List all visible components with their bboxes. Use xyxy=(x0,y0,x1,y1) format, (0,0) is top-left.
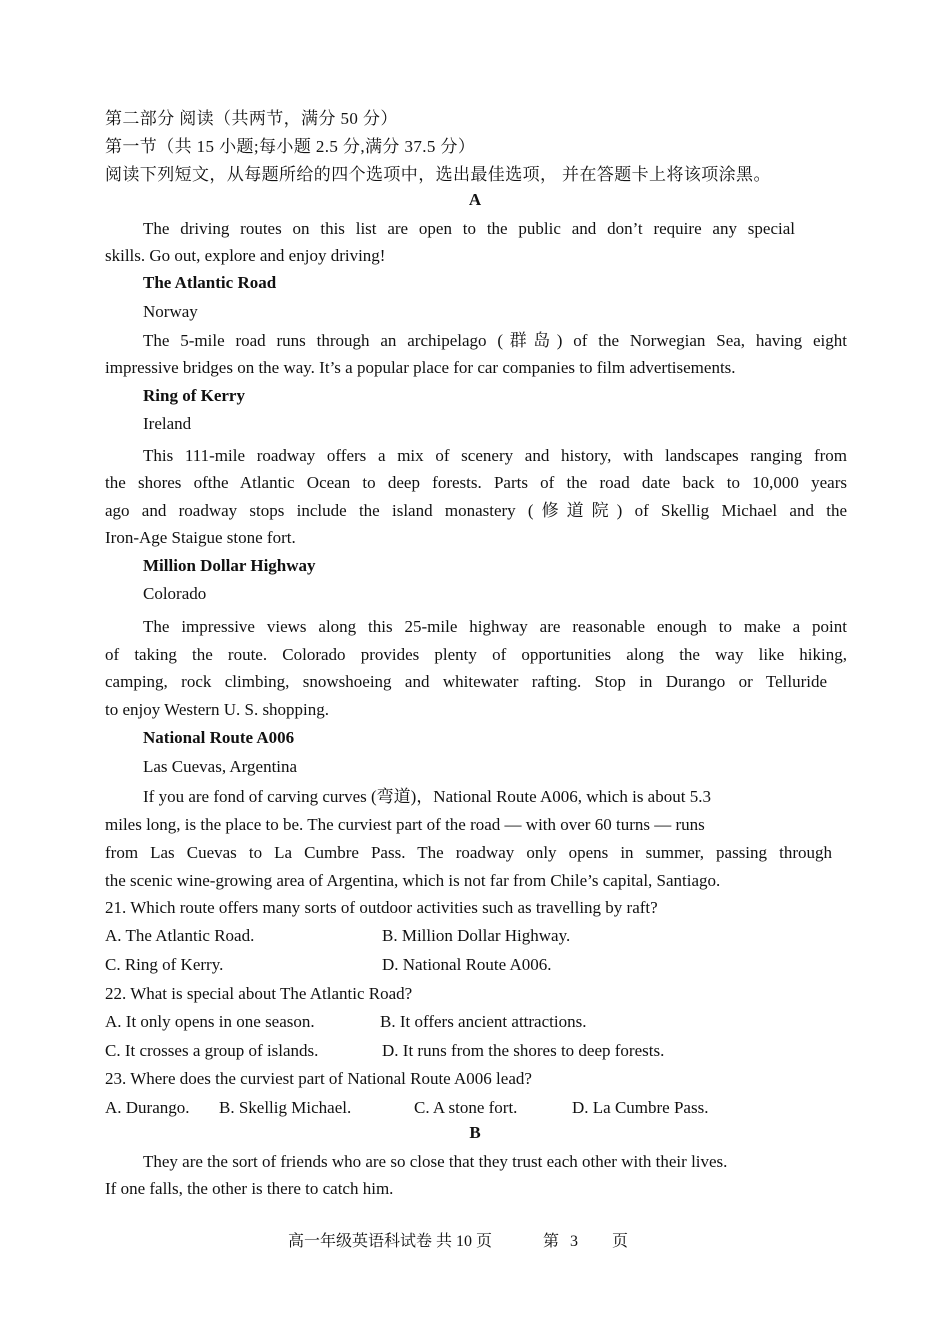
route-title: The Atlantic Road xyxy=(143,273,277,292)
route-paragraph-line: miles long, is the place to be. The curviest part of the road — with over 60 turns — runs xyxy=(105,815,705,834)
route-paragraph-line: the shores ofthe Atlantic Ocean to deep forests. Parts of the road date back to 10,000 years xyxy=(105,473,847,492)
route-title: Ring of Kerry xyxy=(143,386,245,405)
passage-a-letter: A xyxy=(468,190,482,209)
answer-option: B. Skellig Michael. xyxy=(219,1098,352,1117)
route-title: National Route A006 xyxy=(143,728,295,747)
passage-b-line: If one falls, the other is there to catch him. xyxy=(105,1179,394,1198)
answer-option: A. Durango. xyxy=(105,1098,190,1117)
route-paragraph-line: of taking the route. Colorado provides plenty of opportunities along the way like hiking, xyxy=(105,645,847,664)
passage-a-intro-line: The driving routes on this list are open to the public and don’t require any special xyxy=(143,219,795,238)
passage-b-line: They are the sort of friends who are so close that they trust each other with their lives. xyxy=(143,1152,728,1171)
route-paragraph-line: If you are fond of carving curves (弯道)，National Route A006, which is about 5.3 xyxy=(143,787,711,806)
route-paragraph-line: to enjoy Western U. S. shopping. xyxy=(105,700,330,719)
route-paragraph-line: impressive bridges on the way. It’s a popular place for car companies to film advertisements. xyxy=(105,358,736,377)
question-stem: 22. What is special about The Atlantic Road? xyxy=(105,984,413,1003)
question-stem: 21. Which route offers many sorts of outdoor activities such as travelling by raft? xyxy=(105,898,658,917)
route-location: Las Cuevas, Argentina xyxy=(143,757,298,776)
route-paragraph-line: The impressive views along this 25-mile highway are reasonable enough to make a point xyxy=(143,617,847,636)
answer-option: B. Million Dollar Highway. xyxy=(382,926,571,945)
passage-a-intro-line: skills. Go out, explore and enjoy driving! xyxy=(105,246,386,265)
route-paragraph-line: This 111-mile roadway offers a mix of scenery and history, with landscapes ranging from xyxy=(143,446,847,465)
route-location: Norway xyxy=(143,302,198,321)
route-title: Million Dollar Highway xyxy=(143,556,316,575)
answer-option: D. It runs from the shores to deep forests. xyxy=(382,1041,665,1060)
part-heading: 第二部分 阅读（共两节，满分 50 分） xyxy=(105,109,398,128)
footer-page-prefix: 第 xyxy=(543,1233,560,1250)
footer-exam-info: 高一年级英语科试卷 共 10 页 xyxy=(288,1233,493,1250)
answer-option: C. It crosses a group of islands. xyxy=(105,1041,319,1060)
route-paragraph-line: camping, rock climbing, snowshoeing and whitewater rafting. Stop in Durango or Telluride xyxy=(105,672,827,691)
route-paragraph-line: Iron-Age Staigue stone fort. xyxy=(105,528,296,547)
answer-option: D. National Route A006. xyxy=(382,955,552,974)
question-stem: 23. Where does the curviest part of National Route A006 lead? xyxy=(105,1069,532,1088)
instruction-text: 阅读下列短文，从每题所给的四个选项中，选出最佳选项， 并在答题卡上将该项涂黑。 xyxy=(105,165,771,184)
route-location: Colorado xyxy=(143,584,207,603)
answer-option: D. La Cumbre Pass. xyxy=(572,1098,709,1117)
section-heading: 第一节（共 15 小题;每小题 2.5 分,满分 37.5 分） xyxy=(105,137,476,156)
answer-option: B. It offers ancient attractions. xyxy=(380,1012,587,1031)
route-paragraph-line: from Las Cuevas to La Cumbre Pass. The roadway only opens in summer, passing through xyxy=(105,843,832,862)
answer-option: C. Ring of Kerry. xyxy=(105,955,224,974)
route-location: Ireland xyxy=(143,414,192,433)
route-paragraph-line: the scenic wine-growing area of Argentina, which is not far from Chile’s capital, Santiago. xyxy=(105,871,721,890)
answer-option: A. It only opens in one season. xyxy=(105,1012,315,1031)
route-paragraph-line: The 5-mile road runs through an archipelago (群岛) of the Norwegian Sea, having eight xyxy=(143,331,847,350)
passage-b-letter: B xyxy=(469,1123,481,1142)
route-paragraph-line: ago and roadway stops include the island monastery (修道院) of Skellig Michael and the xyxy=(105,501,847,520)
footer-page-suffix: 页 xyxy=(612,1233,629,1250)
answer-option: A. The Atlantic Road. xyxy=(105,926,255,945)
answer-option: C. A stone fort. xyxy=(414,1098,518,1117)
footer-page-number: 3 xyxy=(570,1233,578,1250)
